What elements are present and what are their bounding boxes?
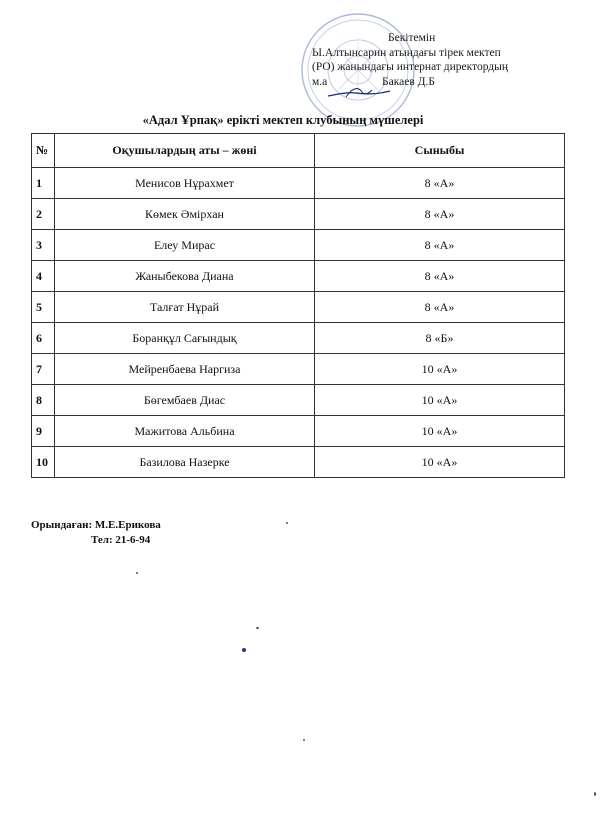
row-grade: 10 «А» <box>315 416 565 447</box>
scan-speck <box>286 522 288 524</box>
row-number: 6 <box>32 323 55 354</box>
table-row <box>32 168 565 199</box>
row-student-name: Боранқұл Сағындық <box>55 323 315 354</box>
approval-prefix: м.а <box>312 75 328 88</box>
row-number: 9 <box>32 416 55 447</box>
header-student-name: Оқушылардың аты – жөні <box>55 134 315 168</box>
row-student-name: Талғат Нұрай <box>55 292 315 323</box>
row-grade: 8 «А» <box>315 199 565 230</box>
header-grade: Сыныбы <box>315 134 565 168</box>
row-student-name: Мейренбаева Наргиза <box>55 354 315 385</box>
row-number: 1 <box>32 168 55 199</box>
scan-speck <box>136 572 138 574</box>
approval-block <box>312 31 582 89</box>
table-row <box>32 354 565 385</box>
row-grade: 8 «Б» <box>315 323 565 354</box>
row-grade: 8 «А» <box>315 230 565 261</box>
table-header-row <box>32 134 565 168</box>
table-row <box>32 447 565 478</box>
row-student-name: Бөгембаев Диас <box>55 385 315 416</box>
row-student-name: Жаныбекова Диана <box>55 261 315 292</box>
row-student-name: Мажитова Альбина <box>55 416 315 447</box>
row-grade: 10 «А» <box>315 447 565 478</box>
row-number: 7 <box>32 354 55 385</box>
executor-phone: Тел: 21-6-94 <box>91 534 151 546</box>
header-number: № <box>32 134 55 168</box>
row-student-name: Базилова Назерке <box>55 447 315 478</box>
row-number: 10 <box>32 447 55 478</box>
scan-speck <box>242 648 246 652</box>
approval-signer-line <box>312 75 582 90</box>
approval-position: (РО) жанындағы интернат директордың <box>312 61 509 73</box>
row-number: 8 <box>32 385 55 416</box>
row-number: 3 <box>32 230 55 261</box>
members-table <box>31 133 565 478</box>
document-title: «Адал Ұрпақ» ерікті мектеп клубының мүшелері <box>142 113 424 127</box>
table-row <box>32 385 565 416</box>
table-row <box>32 230 565 261</box>
table-row <box>32 323 565 354</box>
row-grade: 8 «А» <box>315 292 565 323</box>
executor-name: Орындаған: М.Е.Ерикова <box>31 519 161 531</box>
scan-speck <box>594 792 596 796</box>
row-student-name: Көмек Әмірхан <box>55 199 315 230</box>
row-grade: 10 «А» <box>315 385 565 416</box>
approval-school: Ы.Алтынсарин атындағы тірек мектеп <box>312 46 501 59</box>
scan-speck <box>303 739 305 741</box>
table-row <box>32 261 565 292</box>
table-row <box>32 292 565 323</box>
row-grade: 8 «А» <box>315 168 565 199</box>
executor-block <box>31 518 161 548</box>
table-row <box>32 199 565 230</box>
row-student-name: Менисов Нұрахмет <box>55 168 315 199</box>
approval-title: Бекітемін <box>388 32 436 44</box>
row-number: 4 <box>32 261 55 292</box>
table-row <box>32 416 565 447</box>
row-number: 5 <box>32 292 55 323</box>
row-grade: 10 «А» <box>315 354 565 385</box>
row-number: 2 <box>32 199 55 230</box>
row-grade: 8 «А» <box>315 261 565 292</box>
approval-signer-name: Бакаев Д.Б <box>382 75 435 88</box>
scan-speck <box>256 627 259 629</box>
row-student-name: Елеу Мирас <box>55 230 315 261</box>
